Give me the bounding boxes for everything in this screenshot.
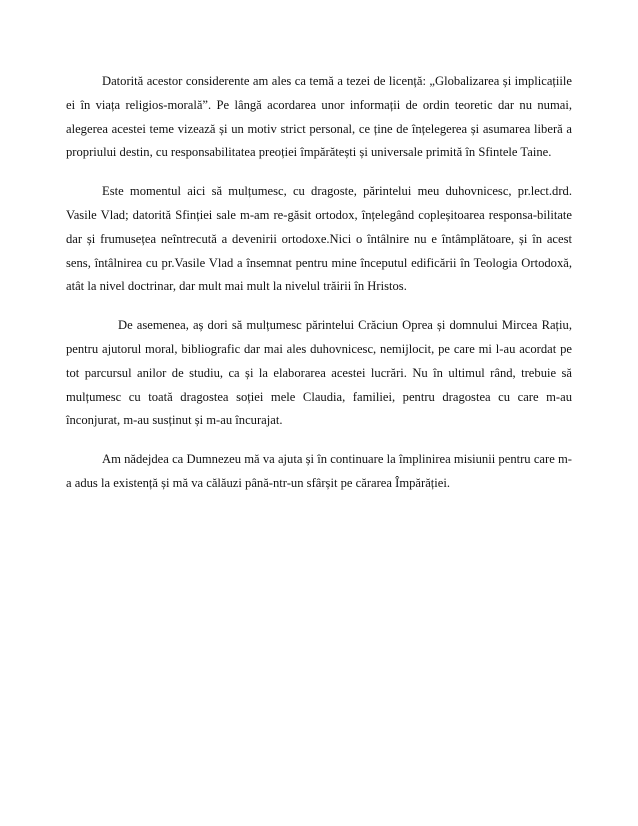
paragraph-thanks-spiritual-father: Este momentul aici să mulțumesc, cu dragoste, părintelui meu duhovnicesc, pr.lect.drd. Vasile Vlad; datorită Sfinției sale m-am re-găsit ortodox, înțelegând copleșitoarea responsa-bilitate dar și frumusețea neîntrecută a devenirii ortodoxe.Nici o întâlnire nu e întâmplătoare, și în acest sens, întâlnirea cu pr.Vasile Vlad a însemnat pentru mine începutul edificării în Teologia Ortodoxă, atât la nivel doctrinar, dar mult mai mult la nivelul trăirii în Hristos. (66, 184, 572, 294)
paragraph-thanks-others: De asemenea, aș dori să mulțumesc părintelui Crăciun Oprea și domnului Mircea Rațiu, pentru ajutorul moral, bibliografic dar mai ales duhovnicesc, nemijlocit, pe care mi l-au acordat pe tot parcursul anilor de studiu, ca și la elaborarea acestei lucrări. Nu în ultimul rând, trebuie să mulțumesc cu toată dragostea soției mele Claudia, familiei, pentru dragostea cu care m-au înconjurat, m-au susținut și m-au încurajat. (66, 318, 572, 428)
paragraph-considerations: Datorită acestor considerente am ales ca temă a tezei de licență: „Globalizarea și implicațiile ei în viața religios-morală”. Pe lângă acordarea unor informații de ordin teoretic dar nu numai, alegerea acestei teme vizează și un motiv strict personal, ce ține de înțelegerea și asumarea liberă a propriului destin, cu responsabilitatea preoției împărătești și universale primită în Sfintele Taine. (66, 74, 572, 160)
paragraph-hope: Am nădejdea ca Dumnezeu mă va ajuta și în continuare la împlinirea misiunii pentru care m-a adus la existență și mă va călăuzi până-ntr-un sfârșit pe cărarea Împărăției. (66, 452, 572, 490)
document-body (66, 70, 572, 496)
